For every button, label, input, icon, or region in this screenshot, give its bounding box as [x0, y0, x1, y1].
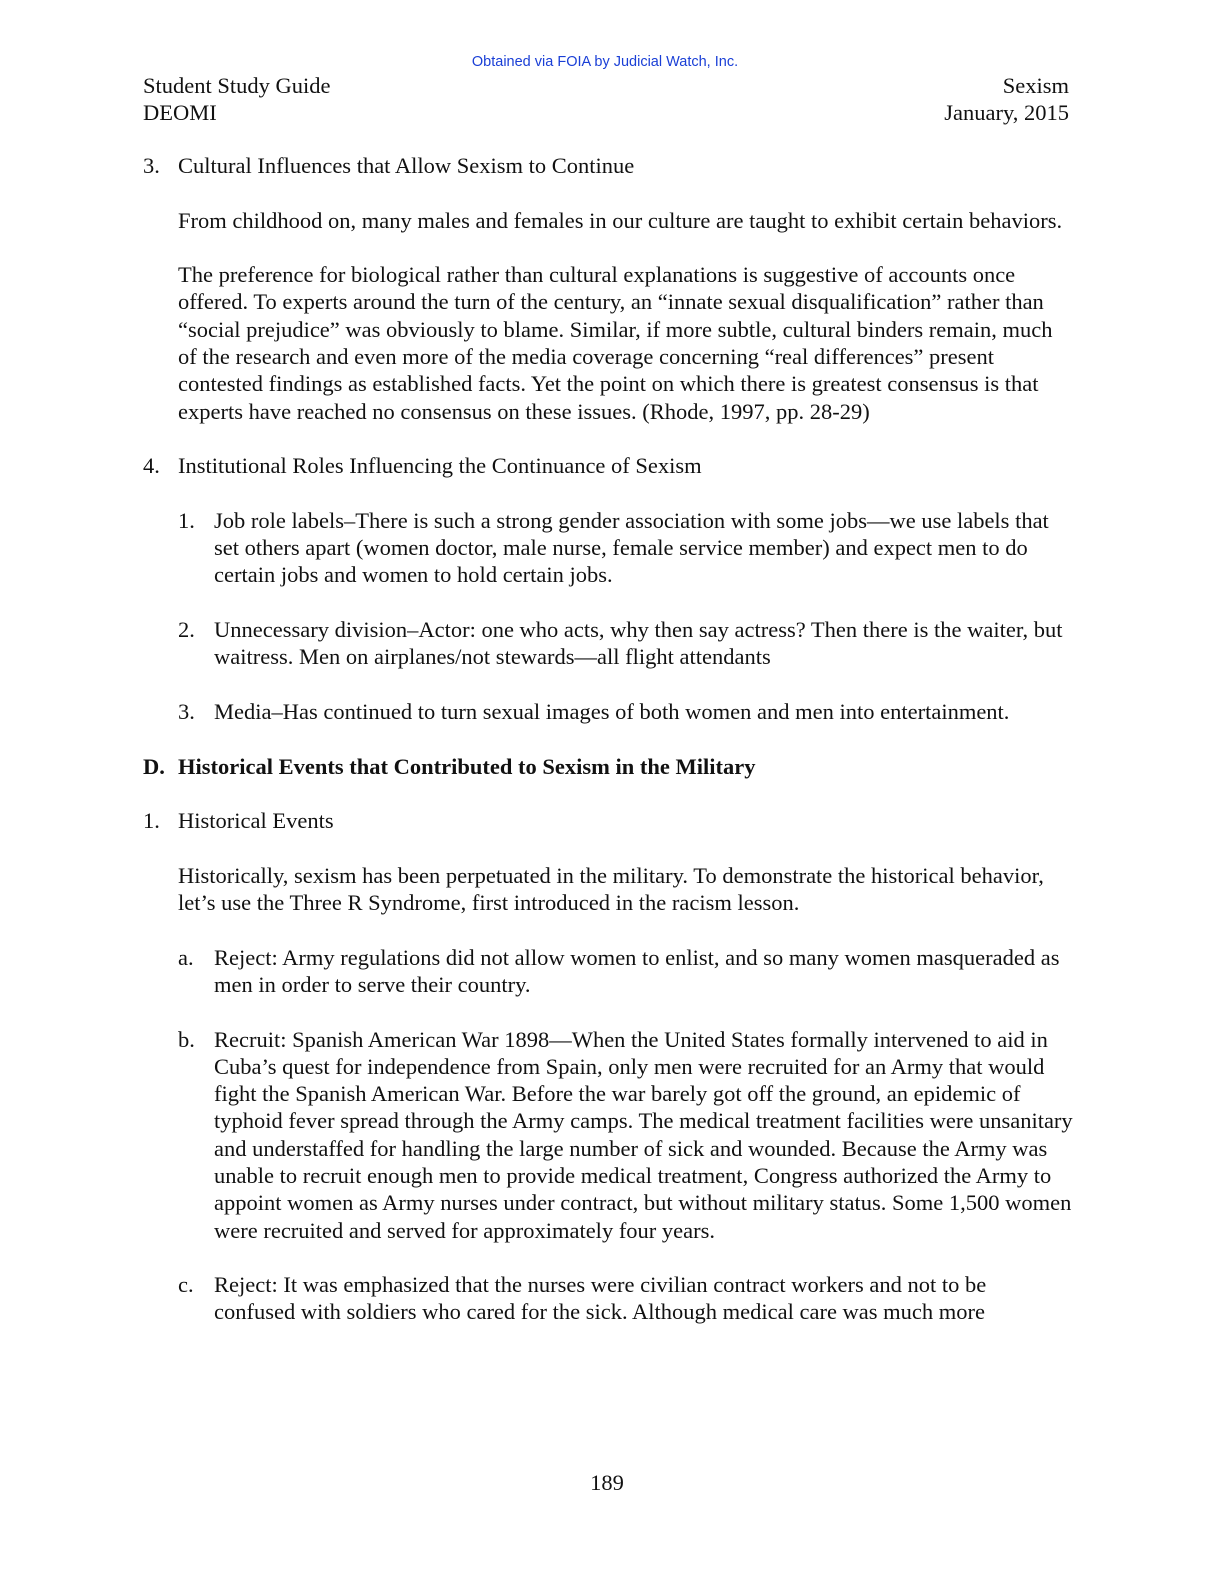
paragraph-quote: The preference for biological rather than cultural explanations is suggestive of accounts once offered. To experts around the turn of the century, an “innate sexual disqualification” rather than “social prejudice” was obviously to blame. Similar, if more subtle, cultural binders remain, much of the research and even more of the media coverage concerning “real differences” present contested findings as established facts. Yet the point on which there is greatest consensus is that experts have reached no consensus on these issues. (Rhode, 1997, pp. 28-29): [178, 262, 1053, 424]
section-number: 4.: [143, 453, 160, 479]
list-item: [143, 698, 1073, 725]
list-number: 1.: [178, 507, 195, 533]
list-text: Media–Has continued to turn sexual images of both women and men into entertainment.: [214, 698, 1010, 724]
page-number: 189: [590, 1470, 624, 1495]
section-3-heading: [143, 152, 1073, 179]
list-text: Recruit: Spanish American War 1898—When the United States formally intervened to aid in Cuba’s quest for independence from Spain, only men were recruited for an Army that would fight the Spanish American War. Before the war barely got off the ground, an epidemic of typhoid fever spread through the Army camps. The medical treatment facilities were unsanitary and understaffed for handling the large number of sick and wounded. Because the Army was unable to recruit enough men to provide medical treatment, Congress authorized the Army to appoint women as Army nurses under contract, but without military status. Some 1,500 women were recruited and served for approximately four years.: [214, 1026, 1073, 1243]
list-letter: c.: [178, 1272, 194, 1298]
section-title: Historical Events: [178, 808, 334, 834]
section-number: 1.: [143, 808, 160, 834]
paragraph: From childhood on, many males and females in our culture are taught to exhibit certain behaviors.: [178, 207, 1063, 233]
section-title: Cultural Influences that Allow Sexism to Continue: [178, 153, 635, 178]
list-letter: b.: [178, 1026, 195, 1052]
header-guide-title: Student Study Guide: [143, 73, 331, 98]
header-topic: Sexism: [1002, 73, 1069, 98]
list-letter: a.: [178, 944, 194, 970]
section-title: Institutional Roles Influencing the Continuance of Sexism: [178, 453, 702, 479]
section-letter: D.: [143, 753, 165, 779]
document-body: [143, 152, 1073, 1326]
list-item: [143, 507, 1073, 589]
section-number: 3.: [143, 153, 160, 178]
subsection-1-heading: [143, 807, 1073, 834]
header-date: January, 2015: [944, 100, 1069, 125]
foia-watermark: Obtained via FOIA by Judicial Watch, Inc.: [471, 54, 739, 70]
list-item: [143, 1026, 1073, 1244]
section-d-heading: [143, 753, 1073, 780]
list-text: Reject: Army regulations did not allow women to enlist, and so many women masqueraded as men in order to serve their country.: [214, 944, 1060, 997]
list-number: 3.: [178, 698, 195, 724]
section-4-heading: [143, 452, 1073, 479]
list-text: Reject: It was emphasized that the nurses were civilian contract workers and not to be confused with soldiers who cared for the sick. Although medical care was much more: [214, 1272, 987, 1325]
list-text: Job role labels–There is such a strong gender association with some jobs—we use labels that set others apart (women doctor, male nurse, female service member) and expect men to do certain jobs and women to hold certain jobs.: [214, 507, 1049, 588]
paragraph: Historically, sexism has been perpetuated in the military. To demonstrate the historical behavior, let’s use the Three R Syndrome, first introduced in the racism lesson.: [178, 862, 1044, 916]
list-item: [143, 944, 1073, 999]
list-item: [143, 616, 1073, 671]
header-right: [944, 72, 1069, 126]
section-title: Historical Events that Contributed to Sexism in the Military: [178, 753, 756, 779]
header-left: [143, 72, 331, 126]
list-item: [143, 1271, 1073, 1326]
list-number: 2.: [178, 617, 195, 643]
header-org: DEOMI: [143, 100, 217, 125]
list-text: Unnecessary division–Actor: one who acts, why then say actress? Then there is the waiter, but waitress. Men on airplanes/not stewards—all flight attendants: [214, 617, 1063, 670]
